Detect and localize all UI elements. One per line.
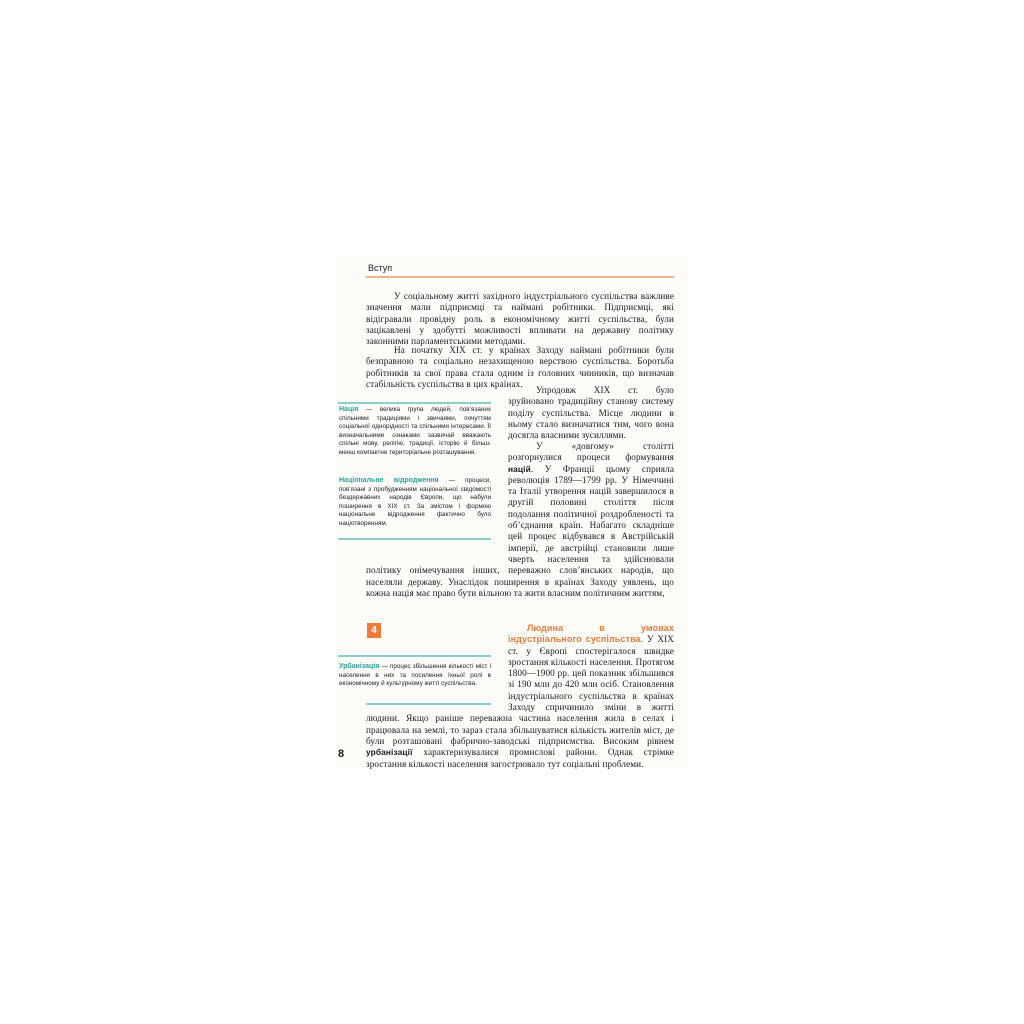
glossary-definition: — велика група людей, пов’язаних спільними традиціями і звичаями, почуттям соціальної однорідності та спільними інтересами. Її визначальними ознаками зазвичай вважають спільні мову, релігію, традиції, історію й більш-менш компактне територіальне розташування.: [339, 406, 491, 456]
paragraph-4-text: У «довгому» столітті розгорнулися процеси формування націй. У Франції цьому сприяла революція 1789—1799 рр. У Німеччині та Італії утворення націй завершилося в другій половині століття після подолання політичної роздробленості та об’єднання країн. Набагато складніше цей процес відбувався в Австрійській імперії, де австрійці становили лише чверть населення та здійснювали політику онімечування інших, переважно слов’янських народів, що населяли державу. Унаслідок поширення в країнах Заходу уявлень, що кожна нація має право бути вільною та жити власним політичним життям,: [366, 441, 674, 598]
section-title: Людина в умовах індустріального суспільства.: [508, 623, 674, 645]
glossary-definition: — процес збільшення кількості міст і населення в них та посилення їхньої ролі в економічному й культурному житті суспільства.: [339, 663, 491, 687]
paragraph-5: [366, 623, 674, 770]
section-number-badge: 4: [367, 623, 381, 638]
glossary-rule-top: [338, 402, 491, 404]
header-rule: [366, 276, 674, 278]
page-number: 8: [338, 748, 345, 760]
page-header: Вступ: [368, 263, 393, 273]
paragraph-3-text: Упродовж XIX ст. було зруйновано традиційну станову систему поділу суспільства. Місце людини в ньому стало визначатися тим, чого вона досягла власними зусиллями.: [508, 385, 674, 441]
paragraph-1: [366, 291, 674, 347]
glossary-term: Національне відродження: [339, 477, 439, 484]
glossary-definition: — процеси, пов’язані з пробудженням національної свідомості бездержавних народів Європи, що набули поширення в XIX ст. За змістом і формою національне відродження фактично було націотворенням.: [339, 477, 491, 527]
paragraph-2-text: На початку XIX ст. у країнах Заходу наймані робітники були безправною та соціально незахищеною верствою суспільства. Боротьба робітників за свої права стала одним із головних чинників, що визначав стабільність суспільства в цих країнах.: [366, 345, 674, 389]
term-urbanization: урбанізації: [366, 747, 413, 758]
paragraph-5-text: У XIX ст. у Європі спостерігалося швидке зростання кількості населення. Протягом 1800—1900 рр. цей показник збільшився зі 190 млн до 420 млн осіб. Становлення індустріального суспільства в країнах Заходу спричинило зміни в житті людини. Якщо раніше переважна частина населення жила в селах і працювала на землі, то зараз стала збільшуватися кількість жителів міст, де були розташовані фабрично-заводські підприємства. Високим рівнем урбанізації характеризувалися промислові райони. Однак стрімке зростання кількості населення загострювало тут соціальні проблеми.: [366, 634, 674, 769]
paragraph-1-text: У соціальному житті західного індустріального суспільства важливе значення мали підприємці та наймані робітники. Підприємці, які відігравали провідну роль в економічному житті суспільства, були зацікавлені у здобутті можливості впливати на державну політику законними парламентськими методами.: [366, 291, 674, 347]
wrap-spacer: [366, 441, 508, 554]
glossary-term: Нація: [339, 406, 359, 413]
paragraph-4: [366, 441, 674, 599]
term-nations: націй: [508, 463, 531, 474]
glossary-term: Урбанізація: [339, 663, 380, 670]
paragraph-2: [366, 345, 674, 390]
wrap-spacer: [366, 657, 508, 712]
paragraph-3: [508, 385, 674, 441]
